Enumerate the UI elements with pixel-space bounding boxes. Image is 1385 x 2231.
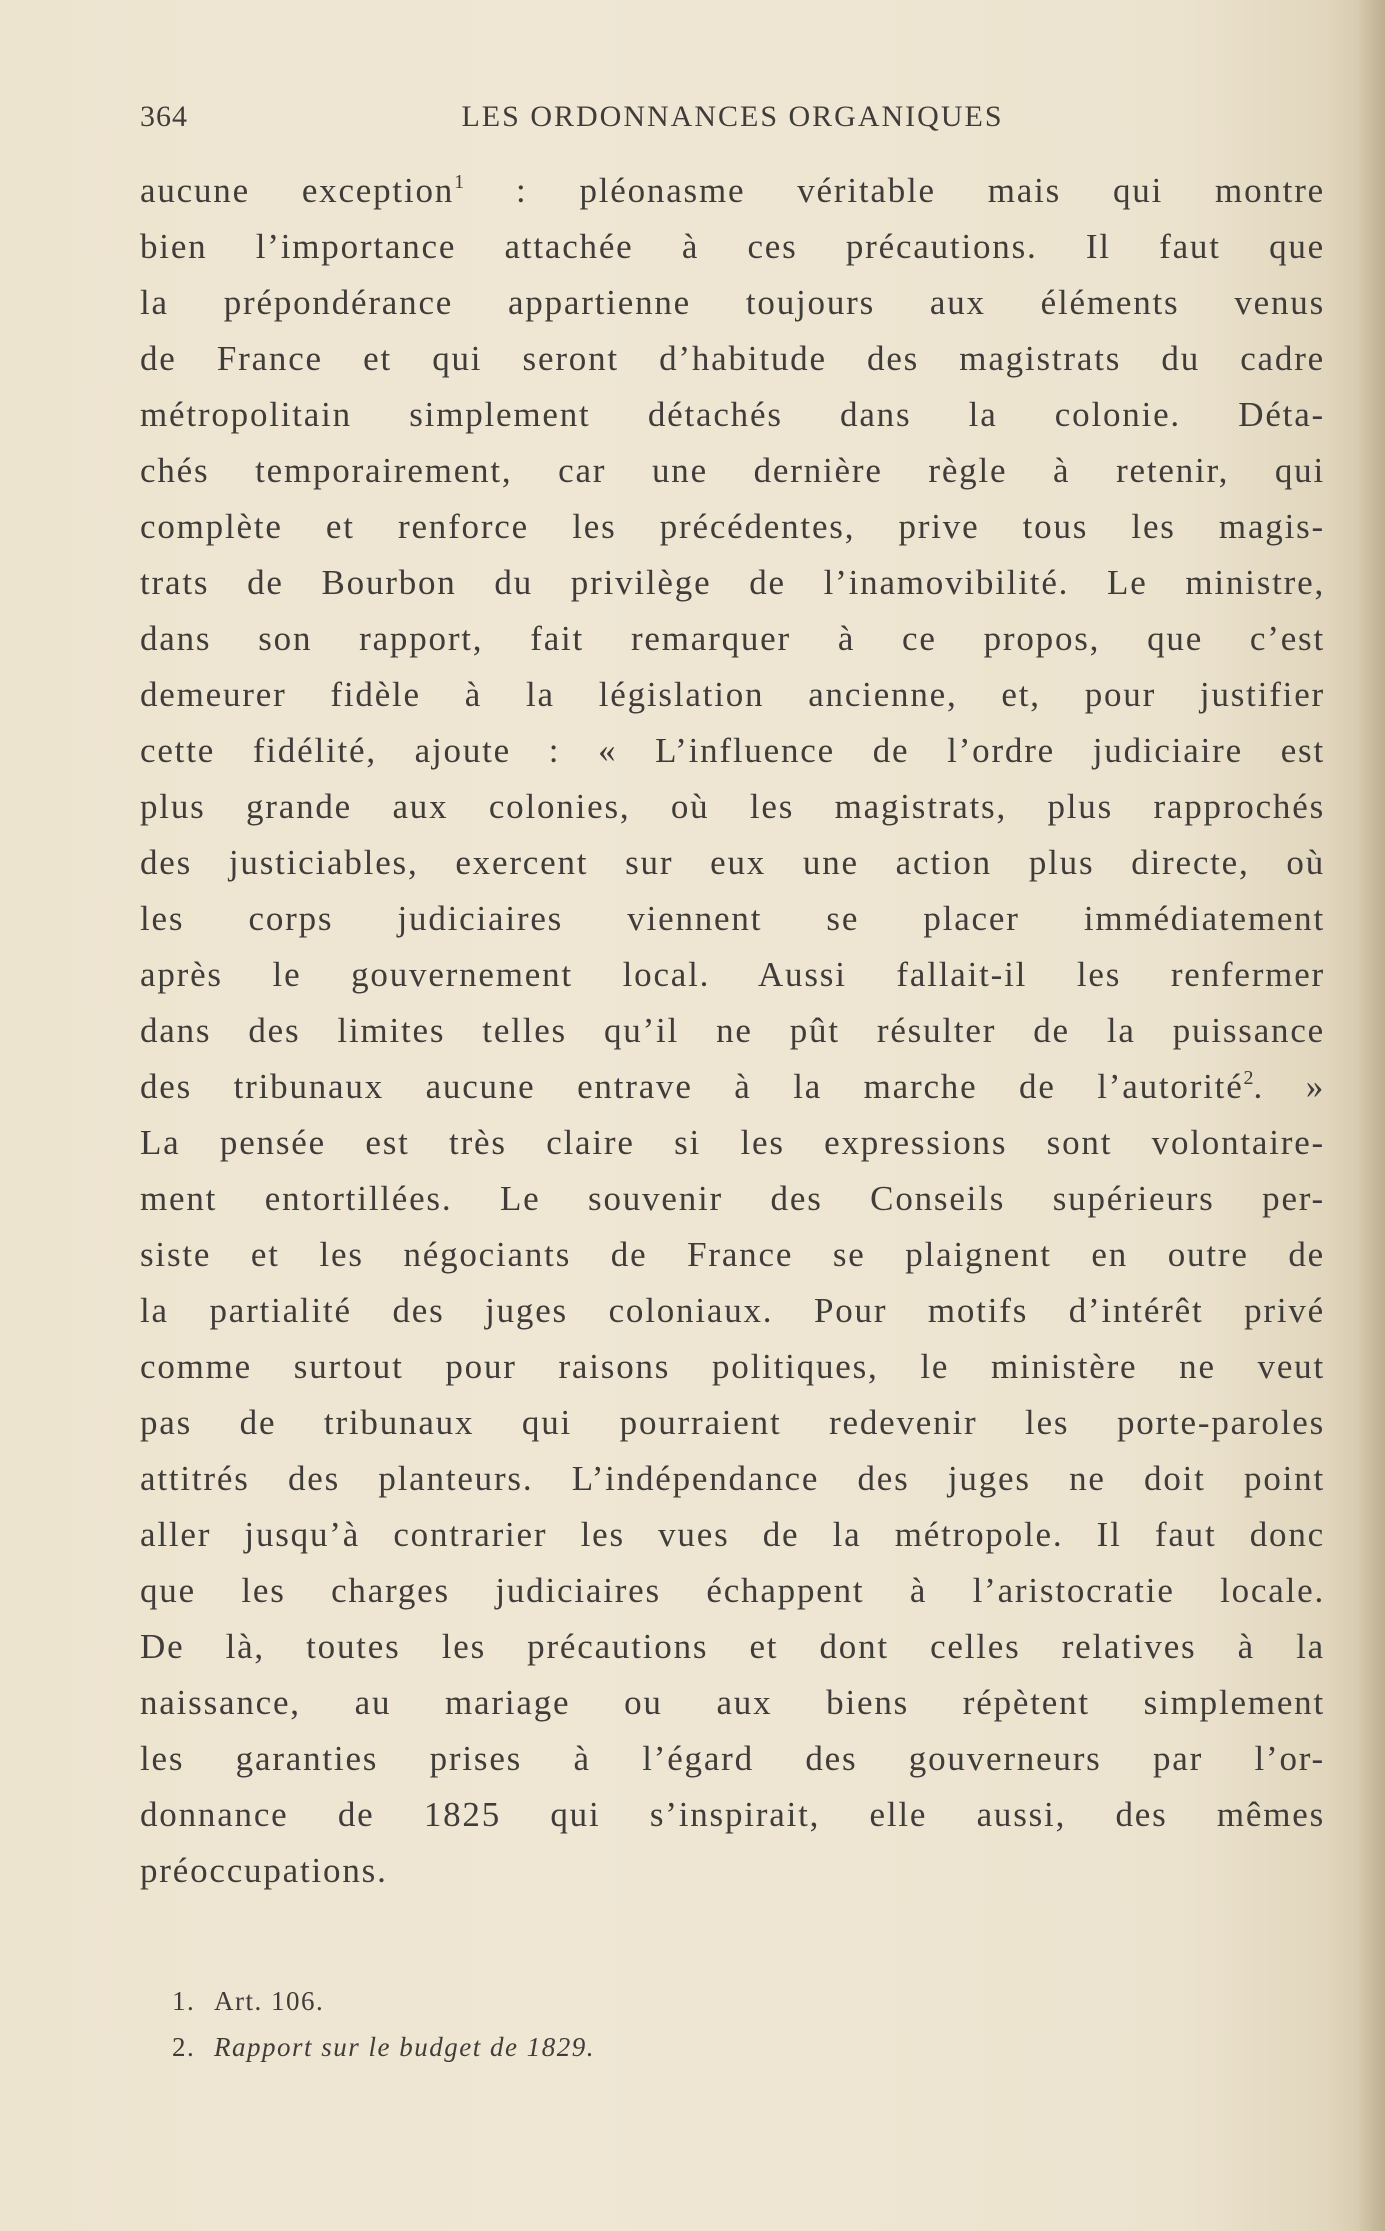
- text-line: [140, 891, 1325, 947]
- footnote: [172, 2024, 1172, 2070]
- line-text: ment entortillées. Le souvenir des Conseils supérieurs per-: [140, 1179, 1325, 1218]
- line-text: métropolitain simplement détachés dans la colonie. Déta-: [140, 395, 1325, 434]
- running-header: [140, 96, 1325, 146]
- footnote-marker: 2: [1243, 1067, 1254, 1089]
- line-text: dans des limites telles qu’il ne pût résulter de la puissance: [140, 1011, 1325, 1050]
- line-text: trats de Bourbon du privilège de l’inamovibilité. Le ministre,: [140, 563, 1325, 602]
- text-line: [140, 1003, 1325, 1059]
- line-text: les garanties prises à l’égard des gouverneurs par l’or-: [140, 1739, 1325, 1778]
- footnote-number: 2.: [172, 2032, 196, 2062]
- text-line: [140, 499, 1325, 555]
- line-text: de France et qui seront d’habitude des magistrats du cadre: [140, 339, 1325, 378]
- line-text: les corps judiciaires viennent se placer immédiatement: [140, 899, 1325, 938]
- text-line: [140, 1787, 1325, 1843]
- line-text: dans son rapport, fait remarquer à ce propos, que c’est: [140, 619, 1325, 658]
- line-text: après le gouvernement local. Aussi fallait-il les renfermer: [140, 955, 1325, 994]
- text-line: [140, 1171, 1325, 1227]
- text-line: [140, 1339, 1325, 1395]
- text-line: [140, 1395, 1325, 1451]
- footnote-marker: 1: [454, 171, 465, 193]
- text-line: [140, 611, 1325, 667]
- text-line: [140, 1675, 1325, 1731]
- line-text: bien l’importance attachée à ces précautions. Il faut que: [140, 227, 1325, 266]
- text-line: [140, 723, 1325, 779]
- line-text: aller jusqu’à contrarier les vues de la métropole. Il faut donc: [140, 1515, 1325, 1554]
- page-edge-shadow: [1357, 0, 1385, 2231]
- text-line: [140, 1507, 1325, 1563]
- text-line: [140, 1227, 1325, 1283]
- line-text: complète et renforce les précédentes, prive tous les magis-: [140, 507, 1325, 546]
- text-line: [140, 1283, 1325, 1339]
- line-text: des justiciables, exercent sur eux une action plus directe, où: [140, 843, 1325, 882]
- text-line: [140, 1619, 1325, 1675]
- text-line: [140, 1731, 1325, 1787]
- line-text: attitrés des planteurs. L’indépendance des juges ne doit point: [140, 1459, 1325, 1498]
- text-line: [140, 1843, 1325, 1899]
- body-text: [140, 163, 1325, 1899]
- text-line: [140, 1059, 1325, 1115]
- text-line: [140, 163, 1325, 219]
- line-text: La pensée est très claire si les expressions sont volontaire-: [140, 1123, 1325, 1162]
- text-line: [140, 1451, 1325, 1507]
- line-text: donnance de 1825 qui s’inspirait, elle aussi, des mêmes: [140, 1795, 1325, 1834]
- line-text: pas de tribunaux qui pourraient redevenir les porte-paroles: [140, 1403, 1325, 1442]
- text-line: [140, 275, 1325, 331]
- line-text: la partialité des juges coloniaux. Pour motifs d’intérêt privé: [140, 1291, 1325, 1330]
- line-text: comme surtout pour raisons politiques, le ministère ne veut: [140, 1347, 1325, 1386]
- text-line: [140, 443, 1325, 499]
- line-text: la prépondérance appartienne toujours aux éléments venus: [140, 283, 1325, 322]
- text-line: [140, 1115, 1325, 1171]
- text-line: [140, 387, 1325, 443]
- line-text: préoccupations.: [140, 1851, 388, 1890]
- line-text: De là, toutes les précautions et dont celles relatives à la: [140, 1627, 1325, 1666]
- page-number: 364: [140, 100, 188, 133]
- line-text: plus grande aux colonies, où les magistrats, plus rapprochés: [140, 787, 1325, 826]
- text-line: [140, 1563, 1325, 1619]
- line-text: naissance, au mariage ou aux biens répètent simplement: [140, 1683, 1325, 1722]
- line-text: chés temporairement, car une dernière règle à retenir, qui: [140, 451, 1325, 490]
- footnote: [172, 1978, 1172, 2024]
- line-text: cette fidélité, ajoute : « L’influence de l’ordre judiciaire est: [140, 731, 1325, 770]
- footnote-text: Art. 106.: [214, 1986, 325, 2016]
- line-text: siste et les négociants de France se plaignent en outre de: [140, 1235, 1325, 1274]
- footnote-text: Rapport sur le budget de 1829.: [214, 2032, 595, 2062]
- line-text: aucune exception: [140, 171, 455, 210]
- line-text-tail: . »: [1253, 1067, 1325, 1106]
- text-line: [140, 331, 1325, 387]
- text-line: [140, 555, 1325, 611]
- text-line: [140, 779, 1325, 835]
- footnotes: [172, 1978, 1172, 2070]
- line-text-tail: : pléonasme véritable mais qui montre: [464, 171, 1325, 210]
- line-text: demeurer fidèle à la législation ancienne, et, pour justifier: [140, 675, 1325, 714]
- text-line: [140, 667, 1325, 723]
- text-line: [140, 947, 1325, 1003]
- text-line: [140, 219, 1325, 275]
- running-title: LES ORDONNANCES ORGANIQUES: [461, 100, 1004, 133]
- line-text: des tribunaux aucune entrave à la marche de l’autorité: [140, 1067, 1244, 1106]
- footnote-number: 1.: [172, 1986, 196, 2016]
- text-line: [140, 835, 1325, 891]
- line-text: que les charges judiciaires échappent à l’aristocratie locale.: [140, 1571, 1325, 1610]
